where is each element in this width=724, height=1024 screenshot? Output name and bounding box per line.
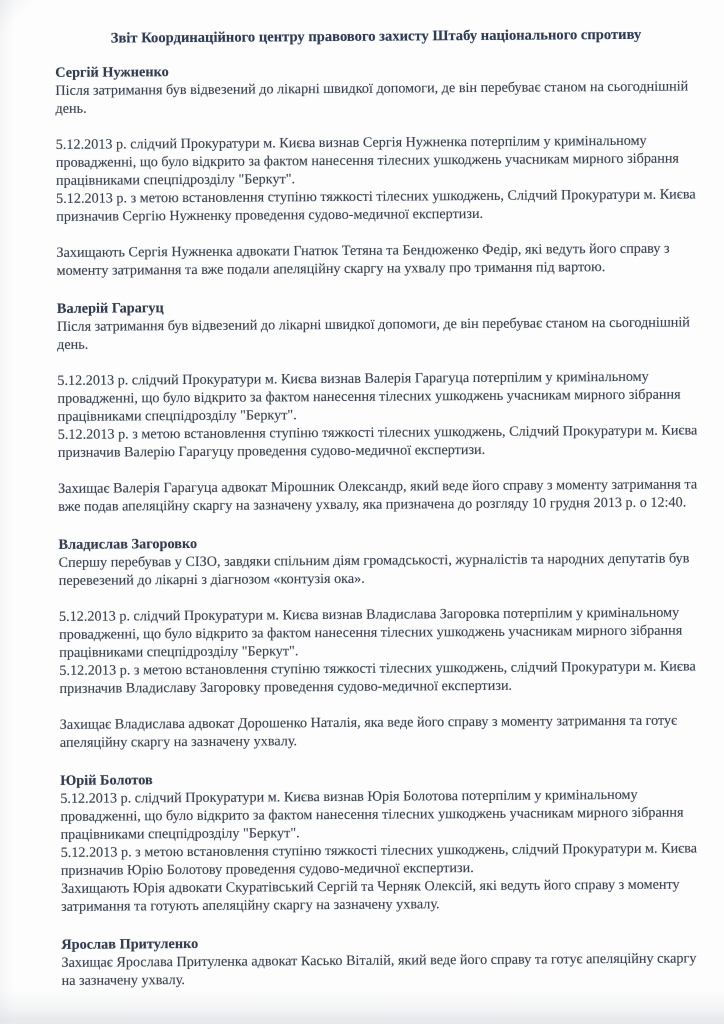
paragraph-line: Захищає Валерія Гарагуца адвокат Мірошник Олександр, який веде його справу з моменту затримання та вже подав апеляційну скаргу на зазначену ухвалу, яка призначена до розгляду 10 грудня 2013 р. о 12:40. bbox=[58, 476, 698, 515]
section-prytulenko bbox=[61, 931, 702, 989]
paragraph-line: 5.12.2013 р. слідчий Прокуратури м. Києва визнав Сергія Нужненка потерпілим у кримінальному провадженні, що було відкрито за фактом нанесення тілесних ушкоджень учасникам мирного зібрання працівниками спецпідрозділу "Беркут". bbox=[55, 132, 679, 189]
paragraph-line: Захищають Юрія адвокати Скуратівський Сергій та Черняк Олексій, які ведуть його справу з моменту затримання та готують апеляційну скаргу на зазначену ухвалу. bbox=[60, 876, 680, 915]
paragraph-line: Захищають Сергія Нужненка адвокати Гнатюк Тетяна та Бендюженко Федір, які ведуть його справу з моменту затримання та вже подали апеляційну скаргу на ухвалу про тримання під вартою. bbox=[56, 240, 670, 279]
paragraph-line: 5.12.2013 р. з метою встановлення ступіню тяжкості тілесних ушкоджень, слідчий Прокуратури м. Києва призначив Юрію Болотову проведення судово-медичної експертизи. bbox=[60, 840, 698, 879]
person-heading: Юрій Болотов bbox=[60, 772, 153, 789]
paragraph-line: 5.12.2013 р. з метою встановлення ступіню тяжкості тілесних ушкоджень, слідчий Прокуратури м. Києва призначив Владиславу Загоровку проведення судово-медичної експертизи. bbox=[59, 658, 696, 697]
person-heading: Сергій Нужненко bbox=[55, 64, 169, 81]
paragraph-block bbox=[59, 603, 702, 697]
scan-shadow bbox=[0, 990, 724, 1024]
paragraph-block bbox=[61, 949, 703, 989]
paragraph-block bbox=[56, 239, 698, 279]
paragraph-block bbox=[59, 549, 701, 589]
paragraph-block bbox=[58, 475, 700, 515]
person-heading: Владислав Загоровко bbox=[58, 535, 198, 553]
paragraph-block bbox=[55, 77, 697, 117]
paragraph-line: Захищає Владислава адвокат Дорошенко Наталія, яка веде його справу з моменту затримання та готує апеляційну скаргу на зазначену ухвалу. bbox=[59, 712, 678, 751]
person-heading: Ярослав Притуленко bbox=[61, 935, 199, 953]
paragraph-line: 5.12.2013 р. слідчий Прокуратури м. Києва визнав Валерія Гарагуца потерпілим у кримінальному провадженні, що було відкрито за фактом нанесення тілесних ушкоджень учасникам мирного зібрання працівниками спецпідрозділу "Беркут". bbox=[57, 368, 681, 425]
paragraph-block bbox=[57, 313, 699, 353]
paragraph-line: Після затримання був відвезений до лікарні швидкої допомоги, де він перебуває станом на сьогоднішній день. bbox=[56, 314, 690, 353]
paragraph-line: 5.12.2013 р. з метою встановлення ступіню тяжкості тілесних ушкоджень, Слідчий Прокуратури м. Києва призначив Сергію Нужненку проведення судово-медичної експертизи. bbox=[56, 186, 696, 225]
paragraph-line: Спершу перебував у СІЗО, завдяки спільним діям громадськості, журналістів та народних депутатів був перевезений до лікарні з діагнозом «контузія ока». bbox=[58, 550, 690, 589]
paragraph-line: 5.12.2013 р. слідчий Прокуратури м. Києва визнав Владислава Загоровка потерпілим у кримінальному провадженні, що було відкрито за фактом нанесення тілесних ушкоджень учасникам мирного зібрання працівниками спецпідрозділу "Беркут". bbox=[58, 604, 683, 661]
paragraph-block bbox=[56, 131, 699, 225]
section-harahuts bbox=[57, 295, 699, 515]
document-title: Звіт Координаційного центру правового захисту Штабу національного спротиву bbox=[110, 26, 642, 47]
section-zahorovko bbox=[58, 531, 700, 751]
person-heading: Валерій Гарагуц bbox=[56, 300, 164, 317]
section-bolotov bbox=[60, 767, 702, 915]
paragraph-line: 5.12.2013 р. слідчий Прокуратури м. Києва визнав Юрія Болотова потерпілим у кримінальному провадженні, що було відкрито за фактом нанесення тілесних ушкоджень учасникам мирного зібрання працівниками спецпідрозділу "Беркут". bbox=[60, 786, 684, 843]
paragraph-block bbox=[60, 711, 702, 751]
paragraph-line: 5.12.2013 р. з метою встановлення ступіню тяжкості тілесних ушкоджень, Слідчий Прокуратури м. Києва призначив Валерію Гарагуцу проведення судово-медичної експертизи. bbox=[57, 422, 698, 461]
section-nuzhnenko bbox=[55, 59, 697, 279]
paragraph-block bbox=[60, 785, 703, 915]
paragraph-line: Захищає Ярослава Притуленка адвокат Касько Віталій, який веде його справу та готує апеляційну скаргу на зазначену ухвалу. bbox=[61, 950, 697, 989]
paragraph-line: Після затримання був відвезений до лікарні швидкої допомоги, де він перебуває станом на сьогоднішній день. bbox=[55, 78, 689, 117]
paragraph-block bbox=[57, 367, 700, 461]
